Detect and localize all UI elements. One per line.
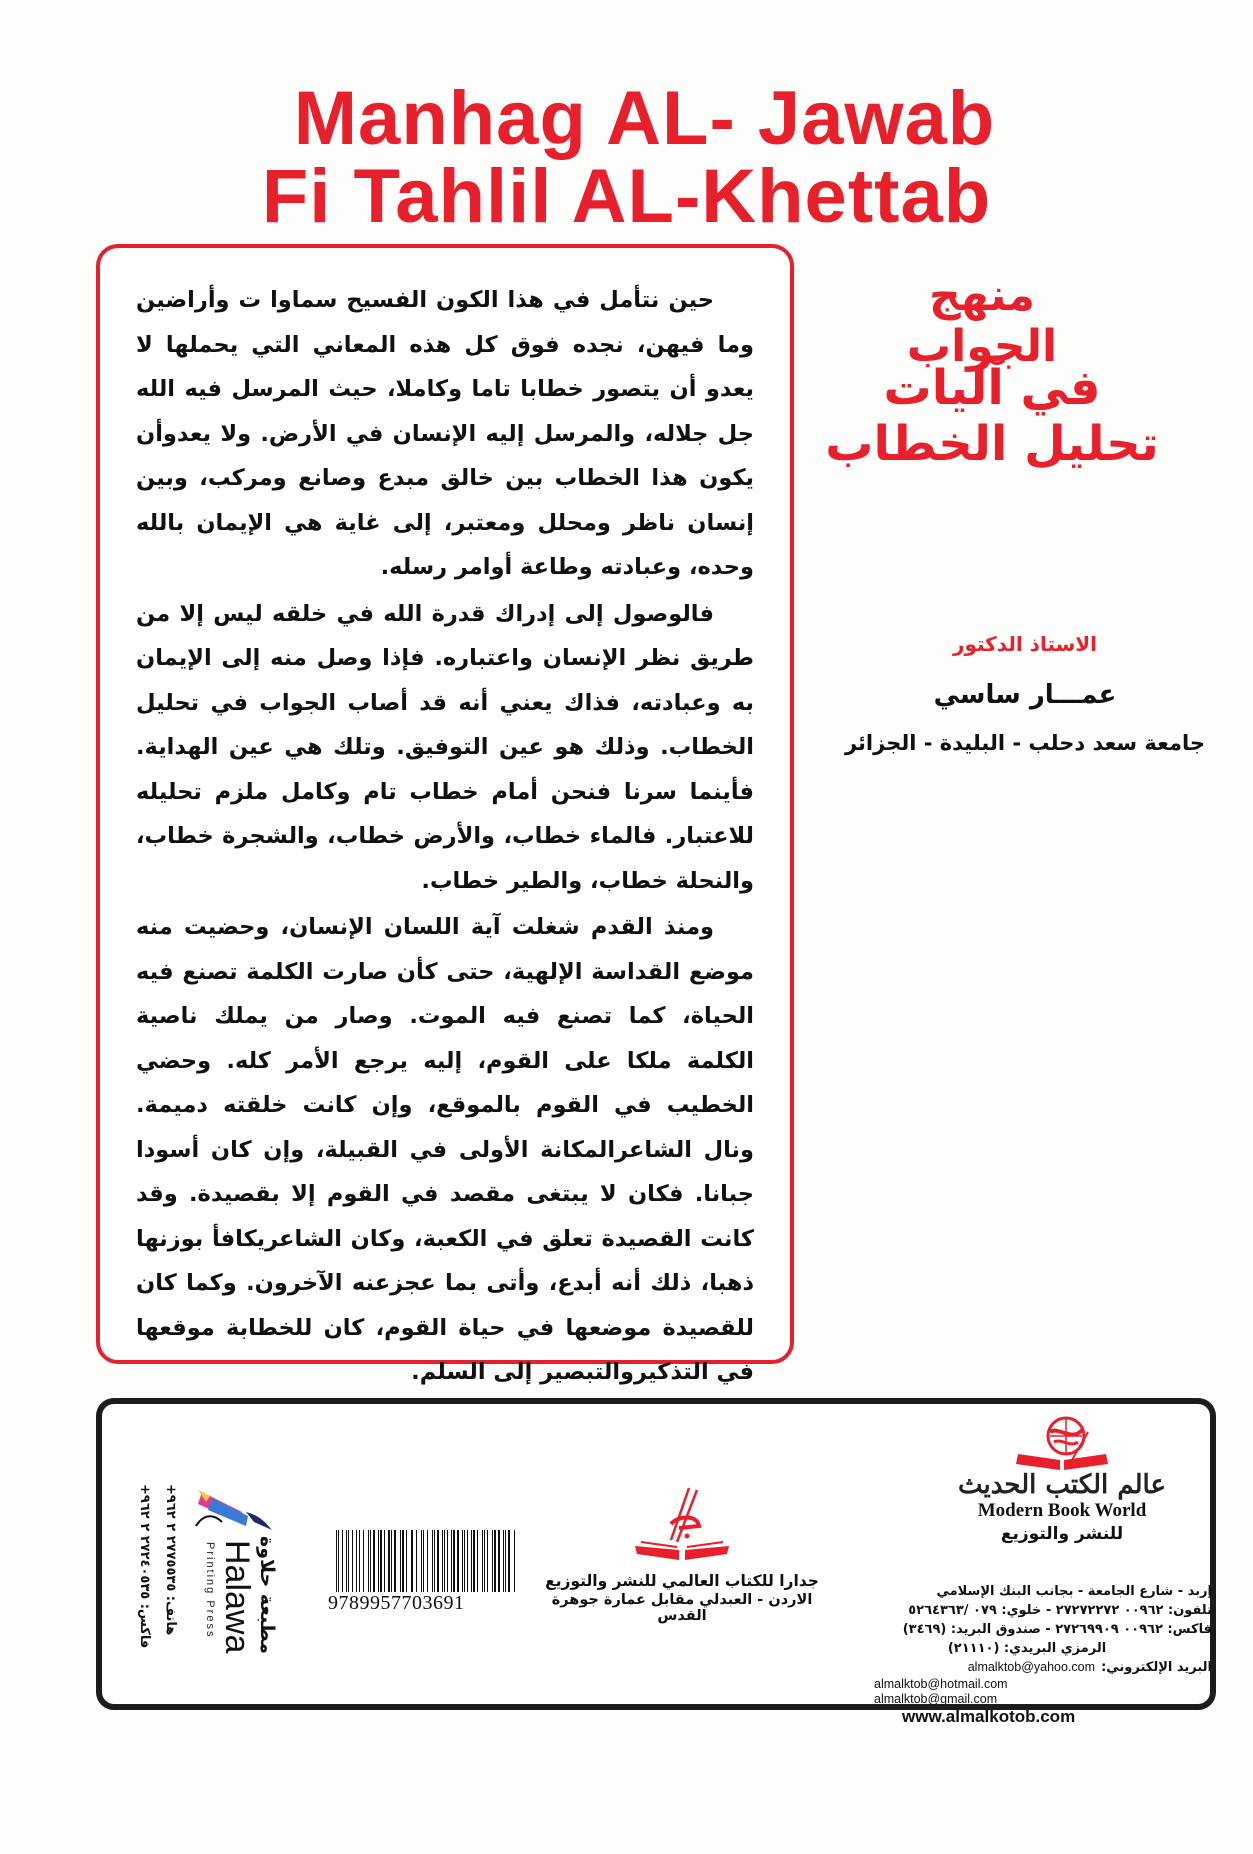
publisher-contact	[842, 1582, 1212, 1726]
printer-subtitle: Printing Press	[204, 1542, 216, 1639]
barcode-bar	[356, 1530, 357, 1592]
author-name: عمـــار ساسي	[933, 680, 1117, 710]
barcode-bar	[505, 1530, 506, 1592]
barcode-bar	[498, 1530, 500, 1592]
barcode-bar	[342, 1530, 343, 1592]
distributor-address: الاردن - العبدلي مقابل عمارة جوهرة القدس	[551, 1592, 813, 1624]
barcode-bar	[492, 1530, 493, 1592]
publisher-footer	[96, 1398, 1216, 1726]
barcode-bar	[348, 1530, 349, 1592]
barcode-bar	[394, 1530, 396, 1592]
barcode-bar	[338, 1530, 340, 1592]
blurb-paragraph-2: فالوصول إلى إدراك قدرة الله في خلقه ليس إلا من طريق نظر الإنسان واعتباره. فإذا وصل منه إلى الإيمان به وعبادته، فذاك يعني أنه قد أصاب الجواب في تحليل الخطاب. وذلك هو عين التوفيق. وتلك هي عين الهداية. فأينما سرنا فنحن أمام خطاب تام وكامل ملزم تحليله للاعتبار. فالماء خطاب، والأرض خطاب، والشجرة خطاب، والنحلة خطاب، والطير خطاب.	[136, 600, 754, 894]
barcode-bar	[336, 1530, 337, 1592]
barcode-bar	[484, 1530, 485, 1592]
barcode-bar	[406, 1530, 407, 1592]
barcode-bar	[370, 1530, 371, 1592]
barcode-bar	[411, 1530, 412, 1592]
publisher-phone: تلفون: ٠٠٩٦٢ ٢٧٢٧٢٢٧٢ - خلوي: ٠٧٩ /٥٢٦٤٣٦٣	[908, 1603, 1212, 1618]
barcode-bar	[514, 1530, 515, 1592]
email-link-2[interactable]: almalktob@hotmail.com	[874, 1677, 1008, 1691]
publisher-block	[912, 1408, 1212, 1544]
blurb-paragraph-1: حين نتأمل في هذا الكون الفسيح سماوا ت وأراضين وما فيهن، نجده فوق كل هذه المعاني التي يحملها لا يعدو أن يتصور خطابا تاما وكاملا، حيث المرسل فيه الله جل جلاله، والمرسل إليه الإنسان في الأرض. ولا يعدوأن يكون هذا الخطاب بين خالق مبدع وصانع ومركب، وبين إنسان ناظر ومحلل ومعتبر، إلى غاية هي الإيمان بالله وحده، وعبادته وطاعة أوامر رسله.	[136, 287, 754, 580]
english-title-line-2: Fi Tahlil AL-Khettab	[261, 154, 992, 239]
printer-name-en: Halawa	[218, 1540, 256, 1654]
barcode-bar	[391, 1530, 392, 1592]
barcode-bar	[402, 1530, 404, 1592]
printer-name-ar: مطبعة حلاوة	[256, 1536, 278, 1655]
barcode-bar	[508, 1530, 510, 1592]
barcode-bar	[346, 1530, 347, 1592]
barcode-bar	[434, 1530, 435, 1592]
barcode-bar	[471, 1530, 472, 1592]
blurb-box	[96, 244, 794, 1385]
barcode-bar	[473, 1530, 475, 1592]
barcode-bar	[437, 1530, 439, 1592]
barcode-bar	[444, 1530, 445, 1592]
barcode-bar	[368, 1530, 369, 1592]
barcode-bar	[363, 1530, 365, 1592]
printer-fax: فاكس: ٢٧٢٤٠٥٣٥ ٢ ٩٦٢+	[137, 1484, 152, 1649]
jadara-pen-book-icon	[627, 1484, 737, 1564]
barcode-bar	[400, 1530, 402, 1592]
publisher-calligraphy: عالم الكتب الحديث	[958, 1470, 1166, 1500]
publisher-fax: فاكس: ٠٠٩٦٢ ٢٧٢٦٩٩٠٩ - صندوق البريد: (٣٤٦٩)	[902, 1622, 1212, 1637]
barcode-bar	[421, 1530, 422, 1592]
barcode-bar	[380, 1530, 381, 1592]
email-label: البريد الإلكتروني:	[1101, 1660, 1212, 1675]
distributor-name: جدارا للكتاب العالمي للنشر والتوزيع	[545, 1572, 819, 1590]
barcode-bar	[467, 1530, 468, 1592]
printer-phone: هاتف: ٢٧٧٥٥٣٥ ٢ ٩٦٢+	[163, 1484, 178, 1636]
barcode-bar	[442, 1530, 443, 1592]
barcode-bar	[373, 1530, 375, 1592]
barcode-bar	[494, 1530, 496, 1592]
isbn-barcode	[328, 1530, 524, 1620]
barcode-bar	[378, 1530, 379, 1592]
barcode-bar	[477, 1530, 478, 1592]
blurb-paragraph-3: ومنذ القدم شغلت آية اللسان الإنسان، وحضيت منه موضع القداسة الإلهية، حتى كأن صارت الكلمة تصنع فيه الحياة، كما تصنع فيه الموت. وصار من يملك ناصية الكلمة ملكا على القوم، إليه يرجع الأمر كله. وحضي الخطيب في القوم بالموقع، وإن كانت خلقته دميمة. ونال الشاعرالمكانة الأولى في القبيلة، وإن كان أسودا جبانا. فكان لا يبتغى مقصد في القوم إلا بقصيدة. وقد كانت القصيدة تعلق في الكعبة، وكان الشاعريكافأ بوزنها ذهبا، ذلك أنه أبدع، وأتى بما عجزعنه الآخرون. وكما كان للقصيدة موضعها في حياة القوم، كان للخطابة موقعها في التذكيروالتبصير إلى السلم.	[136, 914, 754, 1385]
publisher-name-en: Modern Book World	[977, 1500, 1147, 1521]
publisher-address: إربد - شارع الجامعة - بجانب البنك الإسلامي	[936, 1584, 1212, 1599]
author-affiliation: جامعة سعد دحلب - البليدة - الجزائر	[844, 731, 1205, 755]
author-title: الاستاذ الدكتور	[952, 632, 1098, 656]
globe-open-book-icon	[1014, 1412, 1110, 1474]
distributor-block	[542, 1484, 822, 1624]
barcode-bar	[359, 1530, 361, 1592]
barcode-bar	[462, 1530, 463, 1592]
barcode-bar	[427, 1530, 429, 1592]
arabic-title-line-2: في آليات تحليل الخطاب	[825, 360, 1159, 472]
barcode-bar	[423, 1530, 425, 1592]
blurb-text	[136, 278, 754, 1397]
publisher-name-ar: للنشر والتوزيع	[1000, 1524, 1124, 1544]
english-title-line-1: Manhag AL- Jawab	[293, 76, 996, 161]
isbn-number: 9789957703691	[328, 1592, 465, 1614]
barcode-bar	[447, 1530, 448, 1592]
website-link[interactable]: www.almalkotob.com	[902, 1707, 1076, 1726]
email-link-1[interactable]: almalktob@yahoo.com	[967, 1660, 1096, 1674]
barcode-bar	[464, 1530, 465, 1592]
barcode-bar	[451, 1530, 452, 1592]
printer-block	[106, 1480, 286, 1680]
arabic-title-line-1: منهج الجواب	[906, 270, 1058, 372]
barcode-bar	[487, 1530, 488, 1592]
barcode-bar	[412, 1530, 413, 1592]
barcode-bar	[388, 1530, 390, 1592]
publisher-email-row	[842, 1658, 1212, 1677]
barcode-bar	[457, 1530, 459, 1592]
barcode-bar	[384, 1530, 385, 1592]
barcode-bars	[336, 1530, 516, 1592]
barcode-bar	[352, 1530, 353, 1592]
barcode-bar	[482, 1530, 483, 1592]
publisher-postal-code: الرمزي البريدي: (٢١١١٠)	[947, 1641, 1107, 1656]
barcode-bar	[453, 1530, 454, 1592]
halawa-horse-icon	[192, 1482, 282, 1534]
barcode-bar	[432, 1530, 433, 1592]
barcode-bar	[503, 1530, 504, 1592]
email-link-3[interactable]: almalktob@gmail.com	[874, 1692, 998, 1706]
barcode-bar	[416, 1530, 418, 1592]
